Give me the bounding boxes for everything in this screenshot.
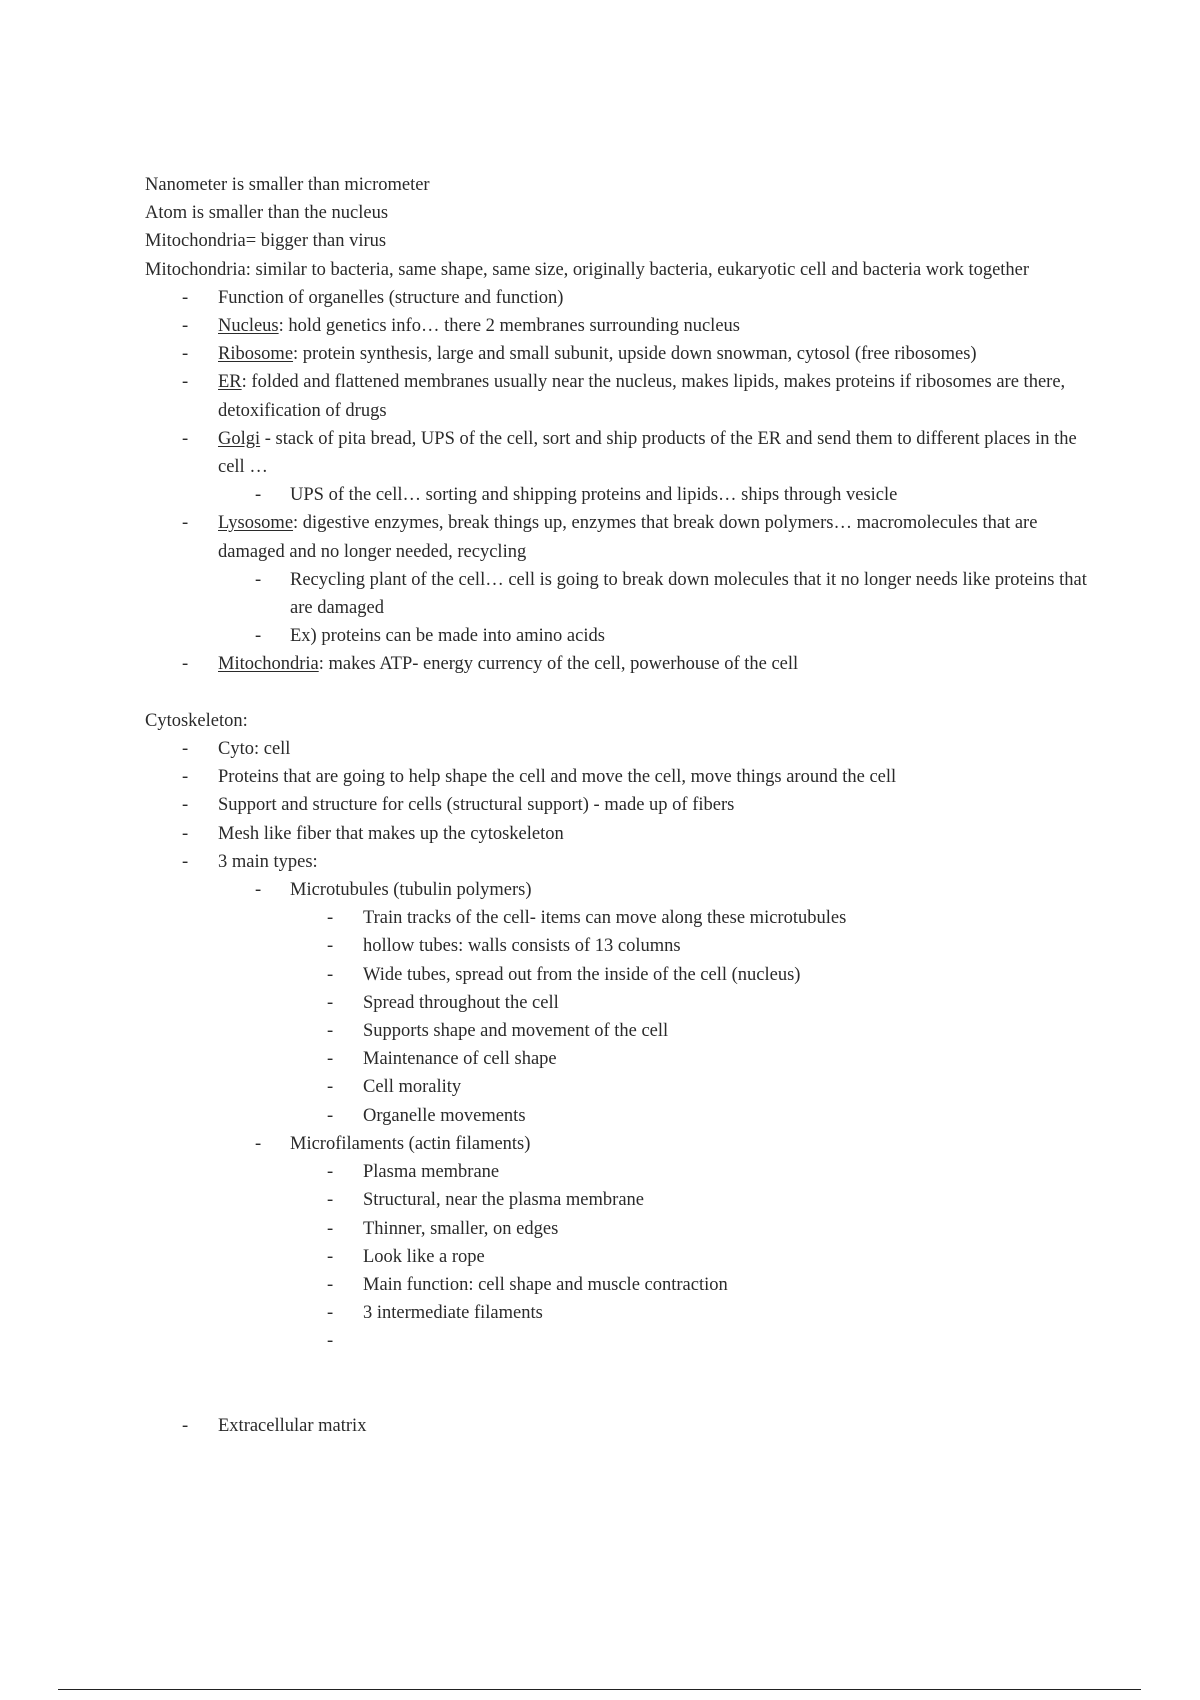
microfilaments-item-2 (145, 1186, 1095, 1214)
nucleus-description: : hold genetics info… there 2 membranes surrounding nucleus (278, 316, 740, 337)
bullet-dash: - (255, 569, 262, 590)
bullet-text: Microfilaments (actin filaments) (290, 1133, 531, 1154)
microtubules-item-7 (145, 1073, 1095, 1101)
intro-line-3: Mitochondria= bigger than virus (145, 231, 387, 252)
bullet-text: hollow tubes: walls consists of 13 columns (363, 936, 681, 957)
term-lysosome: Lysosome (218, 513, 294, 534)
microfilaments-item-empty (145, 1327, 1095, 1355)
cytoskeleton-heading: Cytoskeleton: (145, 710, 248, 731)
bullet-text: Function of organelles (structure and function) (218, 287, 564, 308)
cytoskeleton-main-types (145, 848, 1095, 876)
bullet-lysosome (145, 509, 1095, 565)
bullet-dash: - (327, 1049, 334, 1070)
bullet-function-of-organelles (145, 284, 1095, 312)
bullet-text: UPS of the cell… sorting and shipping proteins and lipids… ships through vesicle (290, 485, 898, 506)
bullet-dash: - (327, 1162, 334, 1183)
bullet-dash: - (327, 992, 334, 1013)
sub-bullet-lysosome-example (145, 622, 1095, 650)
bullet-dash: - (327, 1246, 334, 1267)
microfilaments-item-5 (145, 1271, 1095, 1299)
footer-rule (58, 1689, 1141, 1690)
term-er: ER (218, 372, 242, 393)
bullet-dash: - (327, 1105, 334, 1126)
bullet-dash: - (182, 344, 189, 365)
bullet-text: Extracellular matrix (218, 1415, 367, 1436)
bullet-dash: - (255, 485, 262, 506)
bullet-dash: - (182, 823, 189, 844)
bullet-text: Wide tubes, spread out from the inside of the cell (nucleus) (363, 964, 801, 985)
bullet-dash: - (182, 654, 189, 675)
bullet-dash: - (255, 880, 262, 901)
bullet-dash: - (182, 287, 189, 308)
intro-line-2: Atom is smaller than the nucleus (145, 203, 389, 224)
bullet-text: Microtubules (tubulin polymers) (290, 880, 532, 901)
bullet-dash: - (327, 1218, 334, 1239)
microtubules-item-1 (145, 904, 1095, 932)
microfilaments-item-1 (145, 1158, 1095, 1186)
bullet-dash: - (327, 1303, 334, 1324)
bullet-text: Cyto: cell (218, 739, 291, 760)
sub-bullet-lysosome-recycling (145, 566, 1095, 622)
bullet-ribosome (145, 340, 1095, 368)
bullet-dash: - (255, 1133, 262, 1154)
bullet-text: Thinner, smaller, on edges (363, 1218, 559, 1239)
microfilaments-item-6 (145, 1299, 1095, 1327)
bullet-dash: - (327, 1021, 334, 1042)
microfilaments-item-4 (145, 1243, 1095, 1271)
intro-line-1: Nanometer is smaller than micrometer (145, 175, 430, 195)
bullet-dash: - (182, 739, 189, 760)
bullet-text: Train tracks of the cell- items can move along these microtubules (363, 908, 847, 929)
bullet-dash: - (327, 908, 334, 929)
bullet-text: Ex) proteins can be made into amino acids (290, 626, 605, 647)
bullet-text: Main function: cell shape and muscle contraction (363, 1274, 728, 1295)
bullet-text: Organelle movements (363, 1105, 526, 1126)
bullet-dash: - (182, 513, 189, 534)
bullet-text: Cell morality (363, 1077, 462, 1098)
bullet-text: 3 main types: (218, 851, 318, 872)
term-ribosome: Ribosome (218, 344, 294, 365)
term-mitochondria: Mitochondria (218, 654, 319, 675)
bullet-dash: - (182, 795, 189, 816)
bullet-dash: - (182, 316, 189, 337)
bullet-dash: - (182, 428, 189, 449)
bullet-text: Spread throughout the cell (363, 992, 559, 1013)
microfilaments-heading (145, 1130, 1095, 1158)
bullet-dash: - (327, 964, 334, 985)
lysosome-description: : digestive enzymes, break things up, enzymes that break down polymers… macromolecules that are damaged and no longer needed, recycling (218, 513, 1038, 562)
term-nucleus: Nucleus (218, 316, 279, 337)
mitochondria-description: : makes ATP- energy currency of the cell, powerhouse of the cell (318, 654, 799, 675)
sub-bullet-golgi-ups (145, 481, 1095, 509)
bullet-extracellular-matrix (145, 1412, 1095, 1440)
bullet-dash: - (255, 626, 262, 647)
bullet-text: Supports shape and movement of the cell (363, 1021, 669, 1042)
microtubules-item-4 (145, 989, 1095, 1017)
bullet-dash: - (182, 1415, 189, 1436)
blank-lines (145, 1356, 1095, 1412)
term-golgi: Golgi (218, 428, 261, 449)
ribosome-description: : protein synthesis, large and small subunit, upside down snowman, cytosol (free ribosomes) (293, 344, 977, 365)
microfilaments-item-3 (145, 1215, 1095, 1243)
microtubules-item-8 (145, 1102, 1095, 1130)
bullet-text: Maintenance of cell shape (363, 1049, 557, 1070)
bullet-dash: - (327, 936, 334, 957)
bullet-dash: - (327, 1077, 334, 1098)
bullet-golgi (145, 425, 1095, 481)
cytoskeleton-item-3 (145, 791, 1095, 819)
microtubules-item-2 (145, 932, 1095, 960)
bullet-nucleus (145, 312, 1095, 340)
blank-line (145, 679, 1095, 707)
bullet-er (145, 368, 1095, 424)
bullet-mitochondria (145, 650, 1095, 678)
bullet-dash: - (327, 1190, 334, 1211)
bullet-dash: - (327, 1331, 334, 1352)
bullet-text: Structural, near the plasma membrane (363, 1190, 644, 1211)
intro-line-4: Mitochondria: similar to bacteria, same shape, same size, originally bacteria, eukaryotic cell and bacteria work together (145, 259, 1030, 280)
bullet-text: Support and structure for cells (structural support) - made up of fibers (218, 795, 735, 816)
bullet-text: Recycling plant of the cell… cell is going to break down molecules that it no longer needs like proteins that are damaged (290, 569, 1087, 619)
microtubules-item-6 (145, 1045, 1095, 1073)
bullet-text: Look like a rope (363, 1246, 485, 1267)
bullet-dash: - (182, 851, 189, 872)
bullet-text: 3 intermediate filaments (363, 1303, 543, 1324)
microtubules-heading (145, 876, 1095, 904)
bullet-text: Mesh like fiber that makes up the cytoskeleton (218, 823, 564, 844)
cytoskeleton-item-4 (145, 820, 1095, 848)
cytoskeleton-item-2 (145, 763, 1095, 791)
bullet-dash: - (182, 767, 189, 788)
cytoskeleton-item-1 (145, 735, 1095, 763)
bullet-dash: - (182, 372, 189, 393)
bullet-text: Proteins that are going to help shape the cell and move the cell, move things around the cell (218, 767, 897, 788)
microtubules-item-5 (145, 1017, 1095, 1045)
er-description: : folded and flattened membranes usually near the nucleus, makes lipids, makes proteins if ribosomes are there, detoxification of drugs (218, 372, 1066, 421)
bullet-text: Plasma membrane (363, 1162, 500, 1183)
bullet-dash: - (327, 1274, 334, 1295)
microtubules-item-3 (145, 961, 1095, 989)
notes-body (145, 171, 1095, 1440)
golgi-description: - stack of pita bread, UPS of the cell, sort and ship products of the ER and send them to different places in the cell … (218, 428, 1077, 478)
